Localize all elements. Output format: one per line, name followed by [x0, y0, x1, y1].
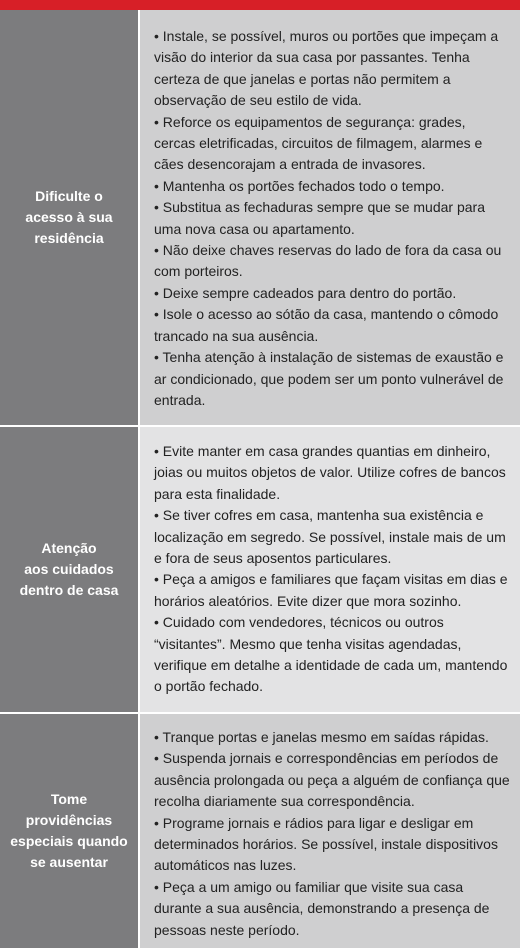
row-label: Tome providências especiais quando se ausentar	[10, 791, 128, 870]
row-label-cell	[0, 10, 140, 425]
list-item: • Deixe sempre cadeados para dentro do portão.	[154, 284, 457, 301]
bullet-icon: •	[154, 814, 159, 831]
list-item: • Programe jornais e rádios para ligar e desligar em determinados horários. Se possível, instale dispositivos automáticos nas luzes.	[154, 814, 498, 874]
row-label: Atenção aos cuidados dentro de casa	[19, 540, 119, 598]
table-row	[0, 425, 520, 712]
row-label-cell	[0, 714, 140, 948]
bullet-icon: •	[154, 878, 159, 895]
list-item: • Não deixe chaves reservas do lado de fora da casa ou com porteiros.	[154, 242, 502, 280]
list-item: • Reforce os equipamentos de segurança: grades, cercas eletrificadas, circuitos de filmagem, alarmes e cães desencorajam a entrada de invasores.	[154, 113, 483, 173]
table-row	[0, 10, 520, 425]
bullet-icon: •	[154, 571, 159, 588]
row-label: Dificulte o acesso à sua residência	[25, 188, 113, 246]
table-row	[0, 712, 520, 948]
security-tips-table	[0, 10, 520, 948]
list-item: • Instale, se possível, muros ou portões que impeçam a visão do interior da sua casa por passantes. Tenha certeza de que janelas e portas não permitem a observação de seu estilo de vida.	[154, 28, 499, 109]
bullet-icon: •	[154, 750, 159, 767]
list-item: • Isole o acesso ao sótão da casa, mantendo o cômodo trancado na sua ausência.	[154, 306, 499, 344]
bullet-icon: •	[154, 177, 159, 194]
bullet-icon: •	[154, 113, 159, 130]
list-item: • Suspenda jornais e correspondências em períodos de ausência prolongada ou peça a alguém de confiança que recolha diariamente sua correspondência.	[154, 750, 510, 810]
list-item: • Mantenha os portões fechados todo o tempo.	[154, 177, 445, 194]
bullet-icon: •	[154, 443, 159, 459]
list-item: • Substitua as fechaduras sempre que se mudar para uma nova casa ou apartamento.	[154, 199, 485, 237]
list-item: • Tenha atenção à instalação de sistemas de exaustão e ar condicionado, que podem ser um ponto vulnerável de entrada.	[154, 349, 504, 408]
list-item: • Evite manter em casa grandes quantias em dinheiro, joias ou muitos objetos de valor. Utilize cofres de bancos para esta finalidade.	[154, 443, 506, 502]
row-content-cell	[140, 10, 520, 425]
row-content-cell	[140, 427, 520, 712]
bullet-icon: •	[154, 306, 159, 323]
bullet-icon: •	[154, 284, 159, 301]
list-item: • Peça a um amigo ou familiar que visite sua casa durante a sua ausência, demonstrando a presença de pessoas neste período.	[154, 878, 490, 938]
list-item: • Se tiver cofres em casa, mantenha sua existência e localização em segredo. Se possível, instale mais de um e fora de seus aposentos particulares.	[154, 507, 506, 567]
list-item: • Cuidado com vendedores, técnicos ou outros “visitantes”. Mesmo que tenha visitas agendadas, verifique em detalhe a identidade de cada um, mantendo o portão fechado.	[154, 614, 508, 695]
row-label-cell	[0, 427, 140, 712]
bullet-icon: •	[154, 349, 159, 366]
bullet-icon: •	[154, 199, 159, 216]
list-item: • Tranque portas e janelas mesmo em saídas rápidas.	[154, 729, 489, 745]
row-content-cell	[140, 714, 520, 948]
top-accent-bar	[0, 0, 520, 10]
bullet-icon: •	[154, 729, 159, 745]
bullet-icon: •	[154, 28, 159, 44]
list-item: • Peça a amigos e familiares que façam visitas em dias e horários aleatórios. Evite dizer que mora sozinho.	[154, 571, 508, 609]
bullet-icon: •	[154, 242, 159, 259]
bullet-icon: •	[154, 507, 159, 524]
bullet-icon: •	[154, 614, 159, 631]
